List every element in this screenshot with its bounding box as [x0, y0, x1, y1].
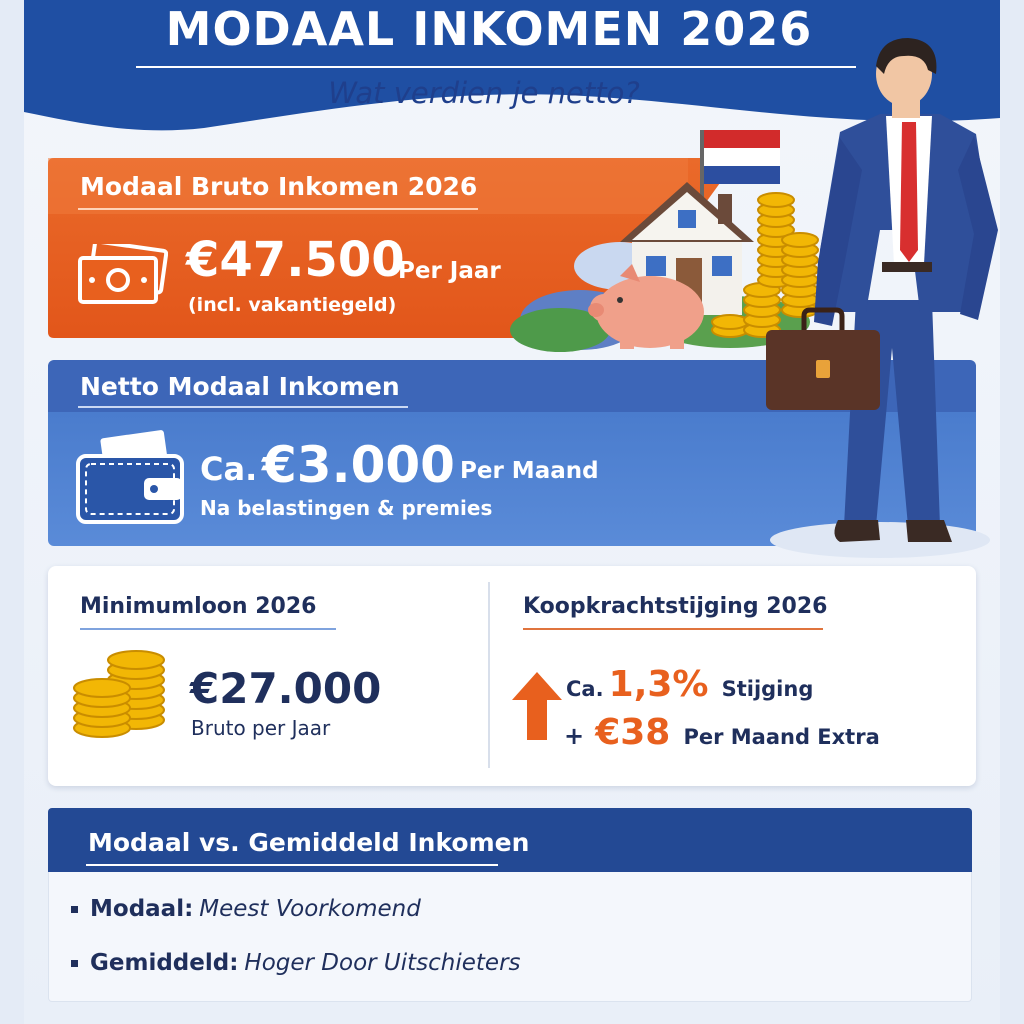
list-item: [71, 896, 421, 922]
coin-stack-icon: [72, 646, 172, 746]
minimumloon-title: Minimumloon 2026: [80, 594, 317, 619]
arrow-up-icon: [510, 670, 564, 746]
stats-card: [48, 566, 976, 786]
list-item: [71, 950, 521, 976]
bruto-title: Modaal Bruto Inkomen 2026: [80, 172, 478, 201]
bruto-note: (incl. vakantiegeld): [188, 294, 397, 316]
comparison-title: Modaal vs. Gemiddeld Inkomen: [88, 828, 530, 857]
comparison-value: Hoger Door Uitschieters: [244, 950, 521, 976]
koopkracht-percentage-line: [566, 664, 813, 705]
koopkracht-prefix: Ca.: [566, 677, 604, 701]
comparison-value: Meest Voorkomend: [199, 896, 421, 922]
bruto-amount: €47.500: [186, 232, 405, 288]
minimumloon-amount: €27.000: [190, 664, 382, 713]
comparison-label: Modaal:: [90, 896, 194, 922]
bullet-icon: [71, 960, 78, 967]
netto-period: Per Maand: [460, 458, 599, 484]
bullet-icon: [71, 906, 78, 913]
koopkracht-title-underline: [523, 628, 823, 630]
comparison-title-underline: [86, 864, 498, 866]
netto-note: Na belastingen & premies: [200, 496, 493, 520]
netto-title: Netto Modaal Inkomen: [80, 372, 400, 401]
bruto-period: Per Jaar: [398, 258, 501, 284]
businessman-illustration: [814, 38, 998, 542]
koopkracht-extra-line: [564, 712, 880, 753]
wallet-icon: [74, 430, 186, 530]
netto-prefix: Ca.: [200, 450, 258, 488]
comparison-label: Gemiddeld:: [90, 950, 239, 976]
bruto-title-underline: [78, 208, 478, 210]
koopkracht-title: Koopkrachtstijging 2026: [523, 594, 828, 619]
minimumloon-title-underline: [80, 628, 336, 630]
comparison-section: [48, 808, 972, 1002]
banknote-icon: [78, 244, 168, 310]
koopkracht-percentage: 1,3%: [608, 664, 709, 705]
netto-amount: €3.000: [262, 436, 455, 494]
comparison-body: [48, 872, 972, 1002]
frame-left: [0, 0, 24, 1024]
page-title: MODAAL INKOMEN 2026: [165, 2, 813, 56]
frame-right: [1000, 0, 1024, 1024]
netto-title-underline: [78, 406, 408, 408]
koopkracht-suffix: Stijging: [721, 677, 814, 701]
koopkracht-plus: +: [564, 722, 585, 750]
page-subtitle: Wat verdien je netto?: [328, 76, 640, 110]
koopkracht-extra-amount: €38: [595, 712, 671, 753]
koopkracht-extra-text: Per Maand Extra: [683, 725, 880, 749]
illustration-scene: [500, 30, 1000, 574]
minimumloon-note: Bruto per Jaar: [191, 716, 331, 740]
card-divider: [488, 582, 490, 768]
